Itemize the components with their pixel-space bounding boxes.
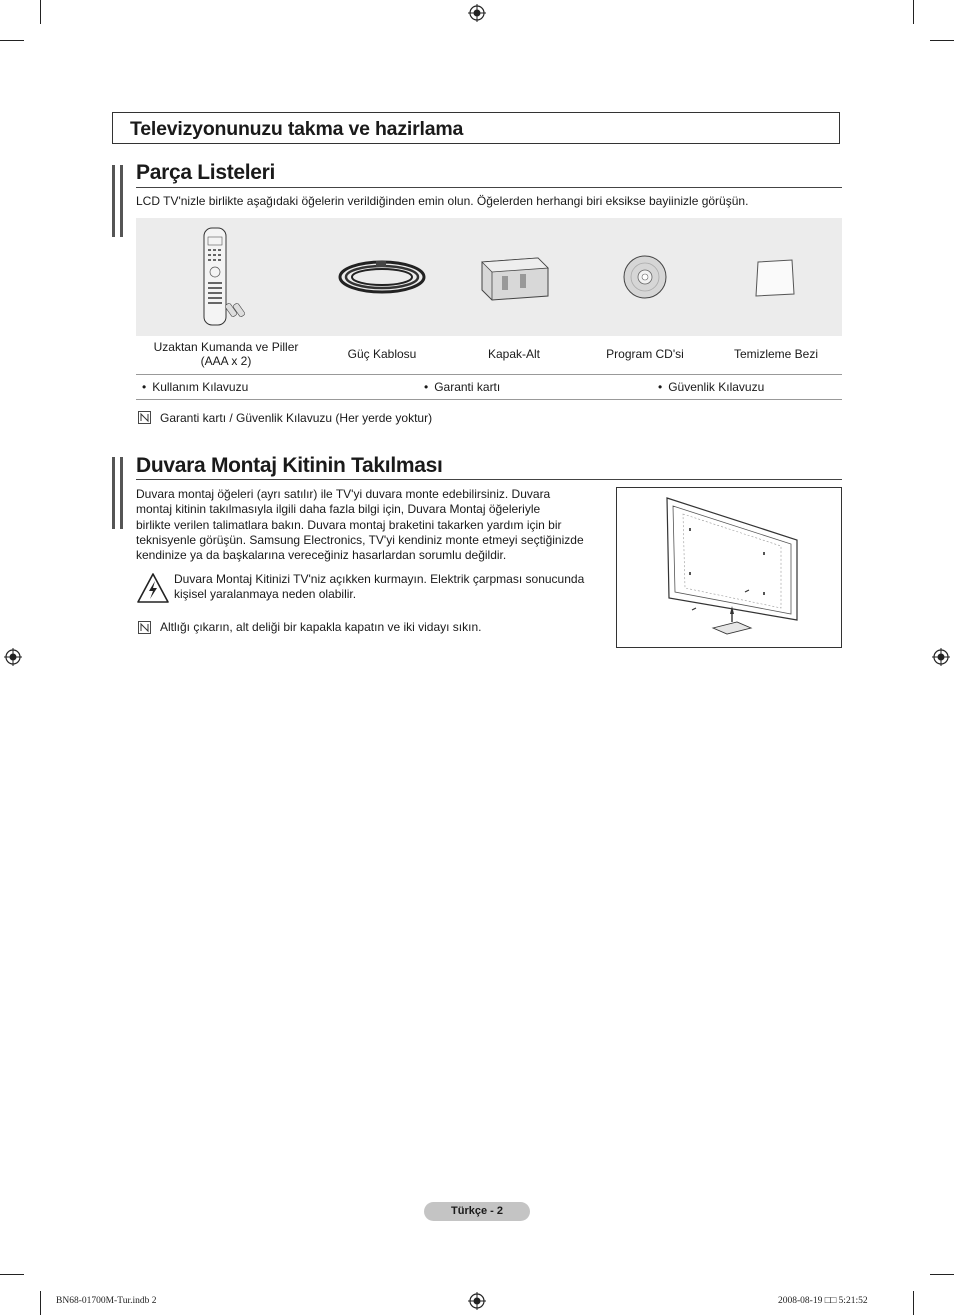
crop-mark (40, 1291, 41, 1315)
part-label: Temizleme Bezi (733, 347, 819, 361)
page-title: Televizyonunuzu takma ve hazirlama (130, 118, 464, 140)
section-divider (136, 187, 842, 188)
crop-mark (930, 1274, 954, 1275)
parts-image-band (136, 218, 842, 336)
warning-text: Duvara Montaj Kitinizi TV'niz açıkken kurmayın. Elektrik çarpması sonucunda kişisel yaralanmaya neden olabilir. (174, 572, 585, 602)
wall-mount-diagram (616, 487, 842, 648)
note-text: Altlığı çıkarın, alt deliği bir kapakla kapatın ve iki vidayı sıkın. (160, 620, 482, 634)
electric-warning-icon (136, 572, 170, 604)
part-label: Kapak-Alt (487, 347, 541, 361)
registration-mark-icon (932, 648, 950, 666)
registration-mark-icon (468, 4, 486, 22)
tv-back-diagram-icon (617, 488, 841, 647)
note-icon (138, 411, 151, 424)
note-icon (138, 621, 151, 634)
crop-mark (40, 0, 41, 24)
list-item: • Güvenlik Kılavuzu (658, 380, 764, 394)
section-marker-bar (112, 165, 123, 237)
cover-bottom-icon (476, 254, 552, 302)
included-documents-row (136, 374, 842, 400)
power-cord-icon (336, 256, 428, 298)
page-number-badge: Türkçe - 2 (424, 1202, 530, 1221)
cd-icon (622, 254, 668, 300)
wall-mount-description: Duvara montaj öğeleri (ayrı satılır) ile TV'yi duvara monte edebilirsiniz. Duvara montaj kitinin takılmasıyla ilgili daha fazla bilgi için, Duvara Montaj öğeleriyle birlikte verilen talimatlara bakın. Duvara montaj braketini takarken yardım için bir teknisyenle görüşün. Samsung Electronics, TV'yi kendiniz monte etmeyi seçtiğinizde kendinize ya da başkalarına vereceğiniz hasarlardan sorumlu değildir. (136, 487, 584, 563)
crop-mark (913, 1291, 914, 1315)
section-title-parts: Parça Listeleri (136, 161, 276, 184)
crop-mark (930, 40, 954, 41)
crop-mark (0, 1274, 24, 1275)
part-label: Uzaktan Kumanda ve Piller (AAA x 2) (153, 340, 299, 368)
part-label: Program CD'si (606, 347, 684, 361)
part-label: Güç Kablosu (347, 347, 417, 361)
parts-intro-text: LCD TV'nizle birlikte aşağıdaki öğelerin verildiğinden emin olun. Öğelerden herhangi biri eksikse bayiinizle görüşün. (136, 194, 749, 208)
section-marker-bar (112, 457, 123, 529)
timestamp-slug: 2008-08-19 □□ 5:21:52 (778, 1296, 868, 1306)
crop-mark (0, 40, 24, 41)
cleaning-cloth-icon (754, 258, 796, 298)
remote-control-icon (200, 227, 256, 327)
section-divider (136, 479, 842, 480)
list-item: • Garanti kartı (424, 380, 500, 394)
registration-mark-icon (468, 1292, 486, 1310)
file-slug: BN68-01700M-Tur.indb 2 (56, 1296, 157, 1306)
section-title-wall-mount: Duvara Montaj Kitinin Takılması (136, 454, 443, 477)
list-item: • Kullanım Kılavuzu (142, 380, 248, 394)
note-text: Garanti kartı / Güvenlik Kılavuzu (Her yerde yoktur) (160, 411, 433, 425)
crop-mark (913, 0, 914, 24)
registration-mark-icon (4, 648, 22, 666)
main-title-box (112, 112, 840, 144)
